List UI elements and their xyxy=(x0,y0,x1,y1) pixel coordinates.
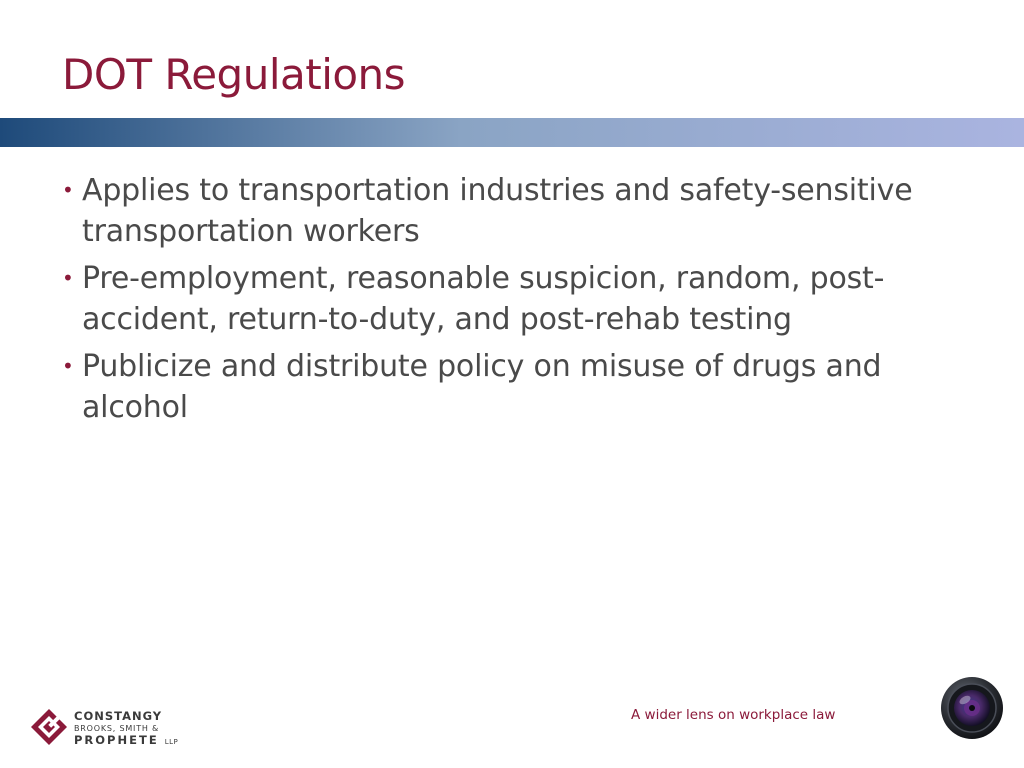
firm-logo xyxy=(30,708,210,750)
logo-diamond-icon xyxy=(30,708,68,746)
bullet-text: Pre-employment, reasonable suspicion, random, post-accident, return-to-duty, and post-rehab testing xyxy=(82,261,885,337)
logo-wordmark xyxy=(74,710,178,749)
slide-title: DOT Regulations xyxy=(62,50,406,99)
bullet-item xyxy=(62,258,992,340)
logo-line-1: CONSTANGY xyxy=(74,709,163,723)
camera-lens-icon xyxy=(940,676,1004,740)
bullet-list xyxy=(62,170,992,434)
footer-tagline: A wider lens on workplace law xyxy=(631,707,836,723)
bullet-item xyxy=(62,346,992,428)
logo-line-2: BROOKS, SMITH & xyxy=(74,724,160,733)
bullet-marker: • xyxy=(62,266,74,290)
logo-llp: LLP xyxy=(164,738,179,746)
title-gradient-bar xyxy=(0,118,1024,147)
bullet-item xyxy=(62,170,992,252)
logo-line-3 xyxy=(74,734,178,749)
bullet-marker: • xyxy=(62,354,74,378)
logo-line-3-text: PROPHETE xyxy=(74,733,159,747)
bullet-marker: • xyxy=(62,178,74,202)
bullet-text: Publicize and distribute policy on misuse of drugs and alcohol xyxy=(82,349,882,425)
bullet-text: Applies to transportation industries and safety-sensitive transportation workers xyxy=(82,173,913,249)
